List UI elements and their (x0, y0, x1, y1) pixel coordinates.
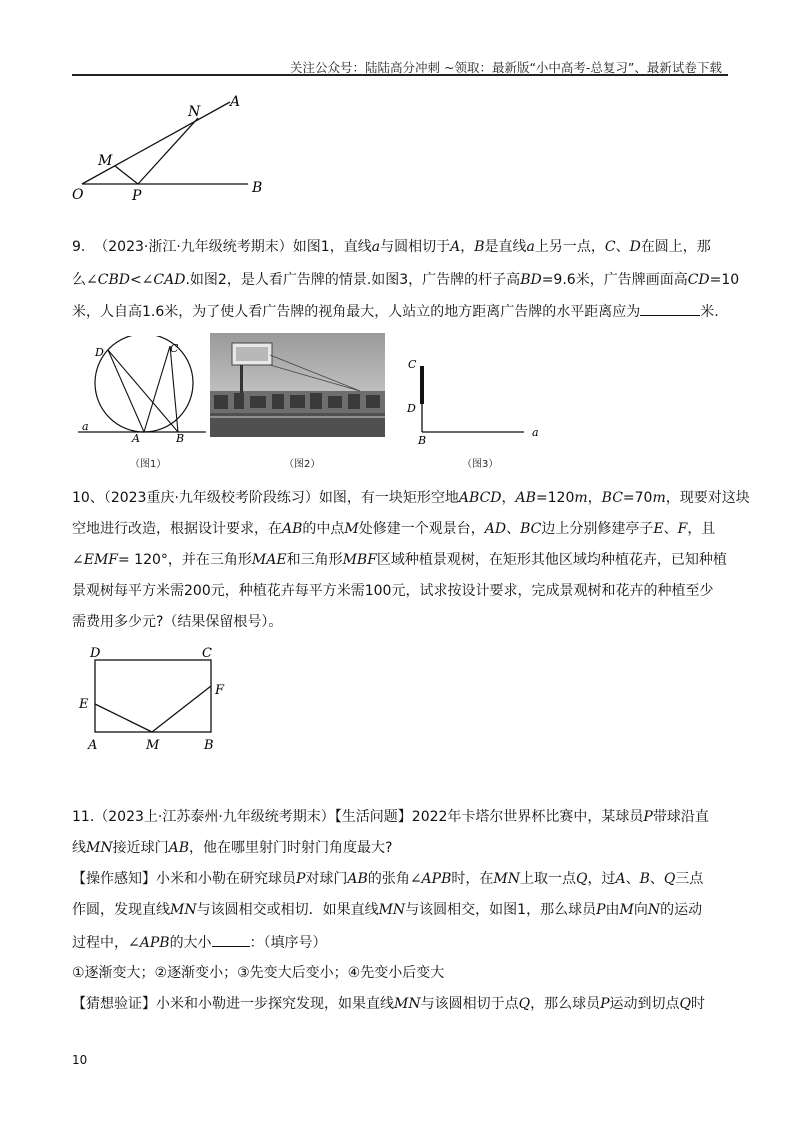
fig1-caption: （图1） (130, 459, 167, 470)
angle-figure (70, 92, 270, 204)
label-B: B (252, 180, 263, 196)
answer-blank (212, 932, 250, 947)
answer-blank (640, 301, 700, 316)
q10-line4: 景观树每平方米需200元，种植花卉每平方米需100元，试求按设计要求，完成景观树和花卉的种植至少 (72, 583, 714, 599)
q11-line4: 作圆，发现直线MN与该圆相交或相切．如果直线MN与该圆相交，如图1，那么球员P由M向N的运动 (72, 902, 703, 918)
svg-text:B: B (418, 434, 427, 447)
label-P: P (132, 188, 142, 204)
q11-line5: 过程中，∠APB的大小 ：（填序号） (72, 932, 327, 953)
svg-text:B: B (204, 738, 214, 753)
q9-line1: 9. （2023·浙江·九年级统考期末）如图1，直线a与圆相切于A，B是直线a上另一点，C、D在圆上，那 (72, 239, 711, 255)
page-number: 10 (72, 1053, 88, 1067)
header-divider (72, 74, 728, 76)
circle-tangent-figure (78, 336, 208, 448)
svg-text:C: C (408, 358, 417, 371)
q9-line3: 米，人自高1.6米，为了使人看广告牌的视角最大，人站立的地方距离广告牌的水平距离应为 米. (72, 301, 719, 322)
svg-text:D: D (95, 346, 104, 359)
svg-text:C: C (202, 646, 212, 661)
page-header: 关注公众号：陆陆高分冲刺 ~领取：最新版“小中高考-总复习”、最新试卷下载 (290, 60, 722, 75)
q11-line7: 【猜想验证】小米和小勒进一步探究发现，如果直线MN与该圆相切于点Q，那么球员P运动到切点Q时 (72, 996, 705, 1012)
label-M: M (98, 153, 113, 169)
billboard-photo (210, 333, 385, 437)
label-O: O (72, 187, 84, 203)
svg-text:C: C (170, 342, 179, 355)
label-N: N (188, 104, 201, 120)
q11-line1: 11.（2023上·江苏泰州·九年级统考期末）【生活问题】2022年卡塔尔世界杯比赛中，某球员P带球沿直 (72, 809, 709, 825)
label-A: A (230, 94, 241, 110)
q10-line5: 需费用多少元?（结果保留根号）。 (72, 614, 283, 630)
q11-line2: 线MN接近球门AB，他在哪里射门时射门角度最大? (72, 840, 393, 856)
svg-text:D: D (407, 402, 416, 415)
pole-figure (400, 352, 550, 448)
q11-options: ①逐渐变大；②逐渐变小；③先变大后变小；④先变小后变大 (72, 965, 445, 981)
svg-text:a: a (532, 426, 539, 439)
svg-text:A: A (88, 738, 98, 753)
fig3-caption: （图3） (462, 459, 499, 470)
svg-text:E: E (79, 697, 89, 712)
rectangle-figure (76, 642, 236, 754)
svg-text:M: M (146, 738, 160, 753)
q10-line3: ∠EMF= 120°，并在三角形MAE和三角形MBF区域种植景观树，在矩形其他区域均种植花卉，已知种植 (72, 552, 727, 568)
svg-text:F: F (215, 683, 225, 698)
svg-text:B: B (176, 432, 185, 445)
svg-text:D: D (90, 646, 101, 661)
svg-text:a: a (82, 420, 89, 433)
fig2-caption: （图2） (284, 459, 321, 470)
q9-line2: 么∠CBD<∠CAD.如图2，是人看广告牌的情景.如图3，广告牌的杆子高BD=9.6米，广告牌画面高CD=10 (72, 272, 740, 288)
q10-line2: 空地进行改造，根据设计要求，在AB的中点M处修建一个观景台，AD、BC边上分别修建亭子E、F，且 (72, 521, 716, 537)
q10-line1: 10、（2023重庆·九年级校考阶段练习）如图，有一块矩形空地ABCD，AB=120m，BC=70m，现要对这块 (72, 490, 750, 506)
q11-line3: 【操作感知】小米和小勒在研究球员P对球门AB的张角∠APB时，在MN上取一点Q，过A、B、Q三点 (72, 871, 704, 887)
svg-text:A: A (132, 432, 140, 445)
